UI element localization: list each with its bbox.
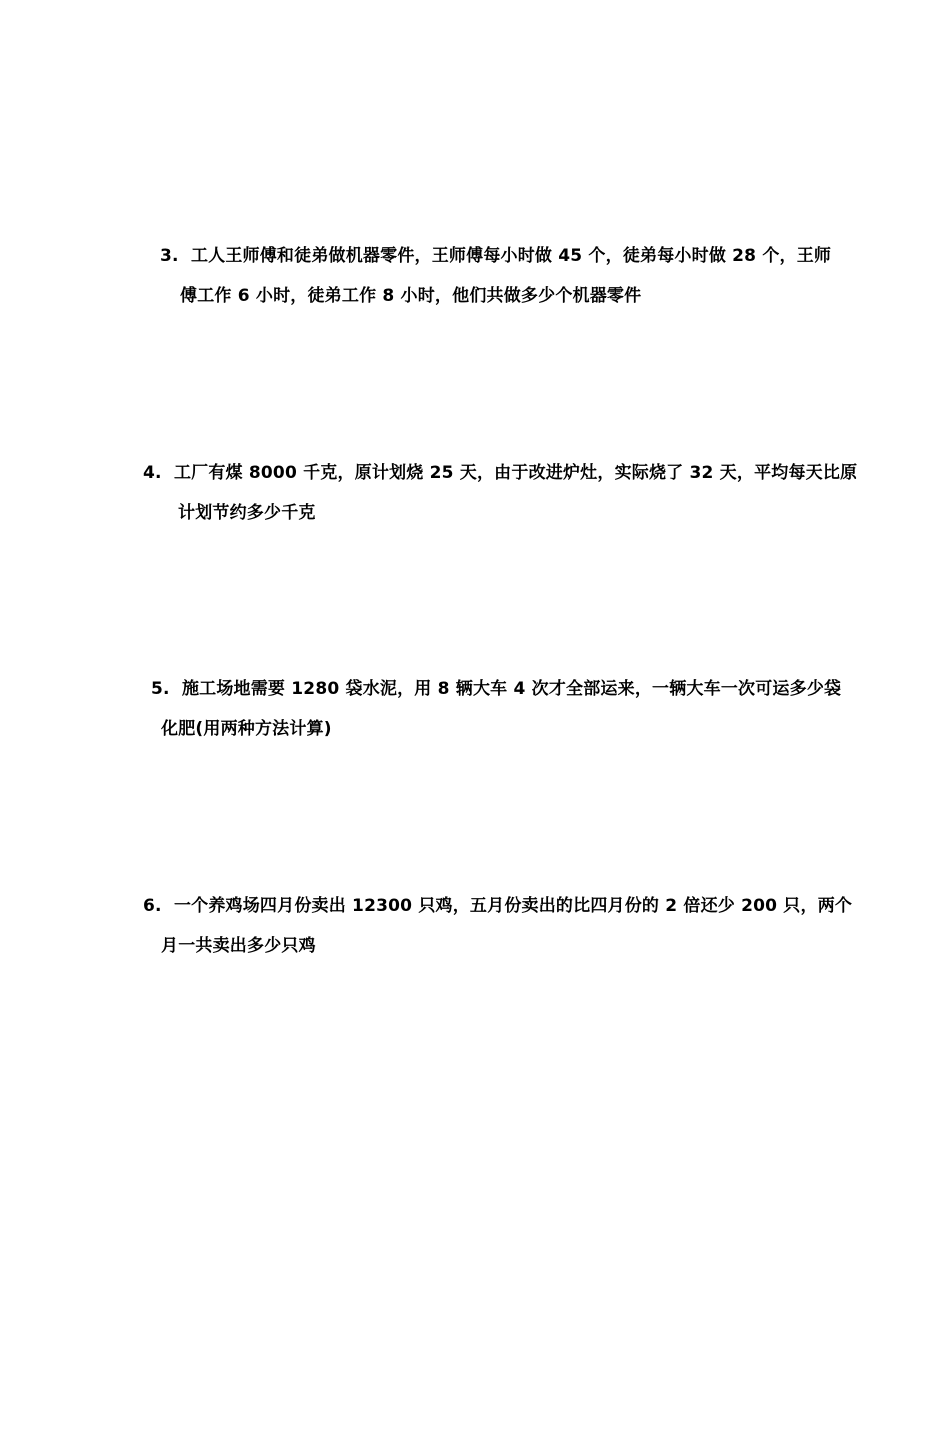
problem-4-text-1: 工厂有煤 8000 千克，原计划烧 25 天，由于改进炉灶，实际烧了 32 天，平均每天比原 <box>173 463 858 483</box>
problem-5-text-1: 施工场地需要 1280 袋水泥，用 8 辆大车 4 次才全部运来，一辆大车一次可运多少袋 <box>181 679 842 699</box>
problem-3-line-1 <box>160 236 831 276</box>
problem-3-line-2: 傅工作 6 小时，徒弟工作 8 小时，他们共做多少个机器零件 <box>180 286 642 306</box>
problem-4-line-1 <box>143 453 857 493</box>
problem-6-line-1 <box>143 886 852 926</box>
problem-6 <box>143 886 852 966</box>
problem-4 <box>143 453 857 533</box>
problem-5-line-2: 化肥(用两种方法计算) <box>161 719 332 739</box>
problem-3-text-1: 工人王师傅和徒弟做机器零件，王师傅每小时做 45 个，徒弟每小时做 28 个，王师 <box>190 246 832 266</box>
problem-3-number: 3. <box>160 246 179 266</box>
problem-6-text-1: 一个养鸡场四月份卖出 12300 只鸡，五月份卖出的比四月份的 2 倍还少 200 只，两个 <box>173 896 853 916</box>
problem-5-number: 5. <box>151 679 170 699</box>
problem-3 <box>160 236 831 316</box>
problem-5 <box>151 669 841 749</box>
problem-6-number: 6. <box>143 896 162 916</box>
problem-4-line-2: 计划节约多少千克 <box>178 503 316 523</box>
problem-6-line-2: 月一共卖出多少只鸡 <box>161 936 316 956</box>
problem-5-line-1 <box>151 669 841 709</box>
problem-4-number: 4. <box>143 463 162 483</box>
